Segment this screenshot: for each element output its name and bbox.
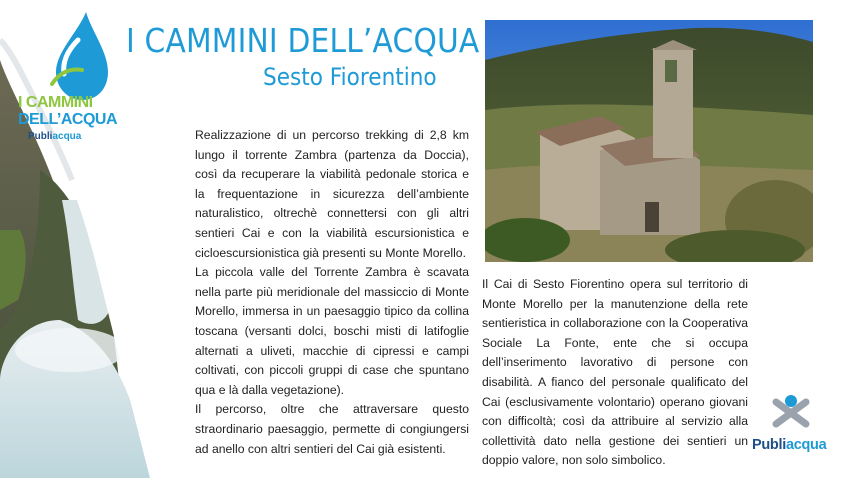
paragraph: Il percorso, oltre che attraversare questo straordinario paesaggio, permette di congiungersi ad anello con altri sentieri del Cai già esistenti. [195, 402, 469, 456]
brand-b: acqua [785, 437, 827, 453]
right-text-column [482, 275, 748, 471]
page-subtitle: Sesto Fiorentino [263, 63, 437, 91]
paragraph: Il Cai di Sesto Fiorentino opera sul territorio di Monte Morello per la manutenzione della rete sentieristica in collaborazione con la Cooperativa Sociale La Fonte, ente che si occupa dell’inserimento lavorativo di persone con disabilità. A fianco del personale qualificato del Cai (esclusivamente volontario) operano giovani con difficoltà; così da attribuire al servizio alla collettività dato nella gestione dei sentieri un doppio valore, non solo simbolico. [482, 277, 748, 468]
logo-brand-a: Publi [28, 131, 53, 142]
paragraph: La piccola valle del Torrente Zambra è scavata nella parte più meridionale del massiccio di Monte Morello, immersa in un paesaggio tipico da collina toscana (versanti dolci, boschi misti di latifoglie alternati a uliveti, macchie di cipressi e campi coltivati, con piccoli gruppi di case che spuntano qua e là dalla vegetazione). [195, 265, 469, 397]
paragraph: Realizzazione di un percorso trekking di 2,8 km lungo il torrente Zambra (partenza da Doccia), così da recuperare la viabilità pedonale storica e la frequentazione in sicurezza dell’ambiente naturalistico, oltrechè connettersi con gli altri sentieri Cai e con la viabilità escursionistica e cicloescursionistica già presenti su Monte Morello. [195, 128, 469, 260]
publiacqua-wordmark [752, 437, 826, 453]
publiacqua-logo [752, 394, 828, 460]
logo-line-1: I CAMMINI [18, 94, 93, 111]
chapel-photo [485, 20, 813, 262]
publiacqua-mark-icon [772, 394, 810, 432]
left-text-column [195, 126, 469, 459]
page-title: I CAMMINI DELL’ACQUA [126, 21, 480, 60]
logo-line-2: DELL’ACQUA [18, 111, 117, 128]
water-drop-logo-icon [48, 12, 110, 100]
logo-brand-b: acqua [52, 131, 82, 142]
logo-brand [28, 131, 81, 142]
brand-a: Publi [752, 437, 786, 453]
